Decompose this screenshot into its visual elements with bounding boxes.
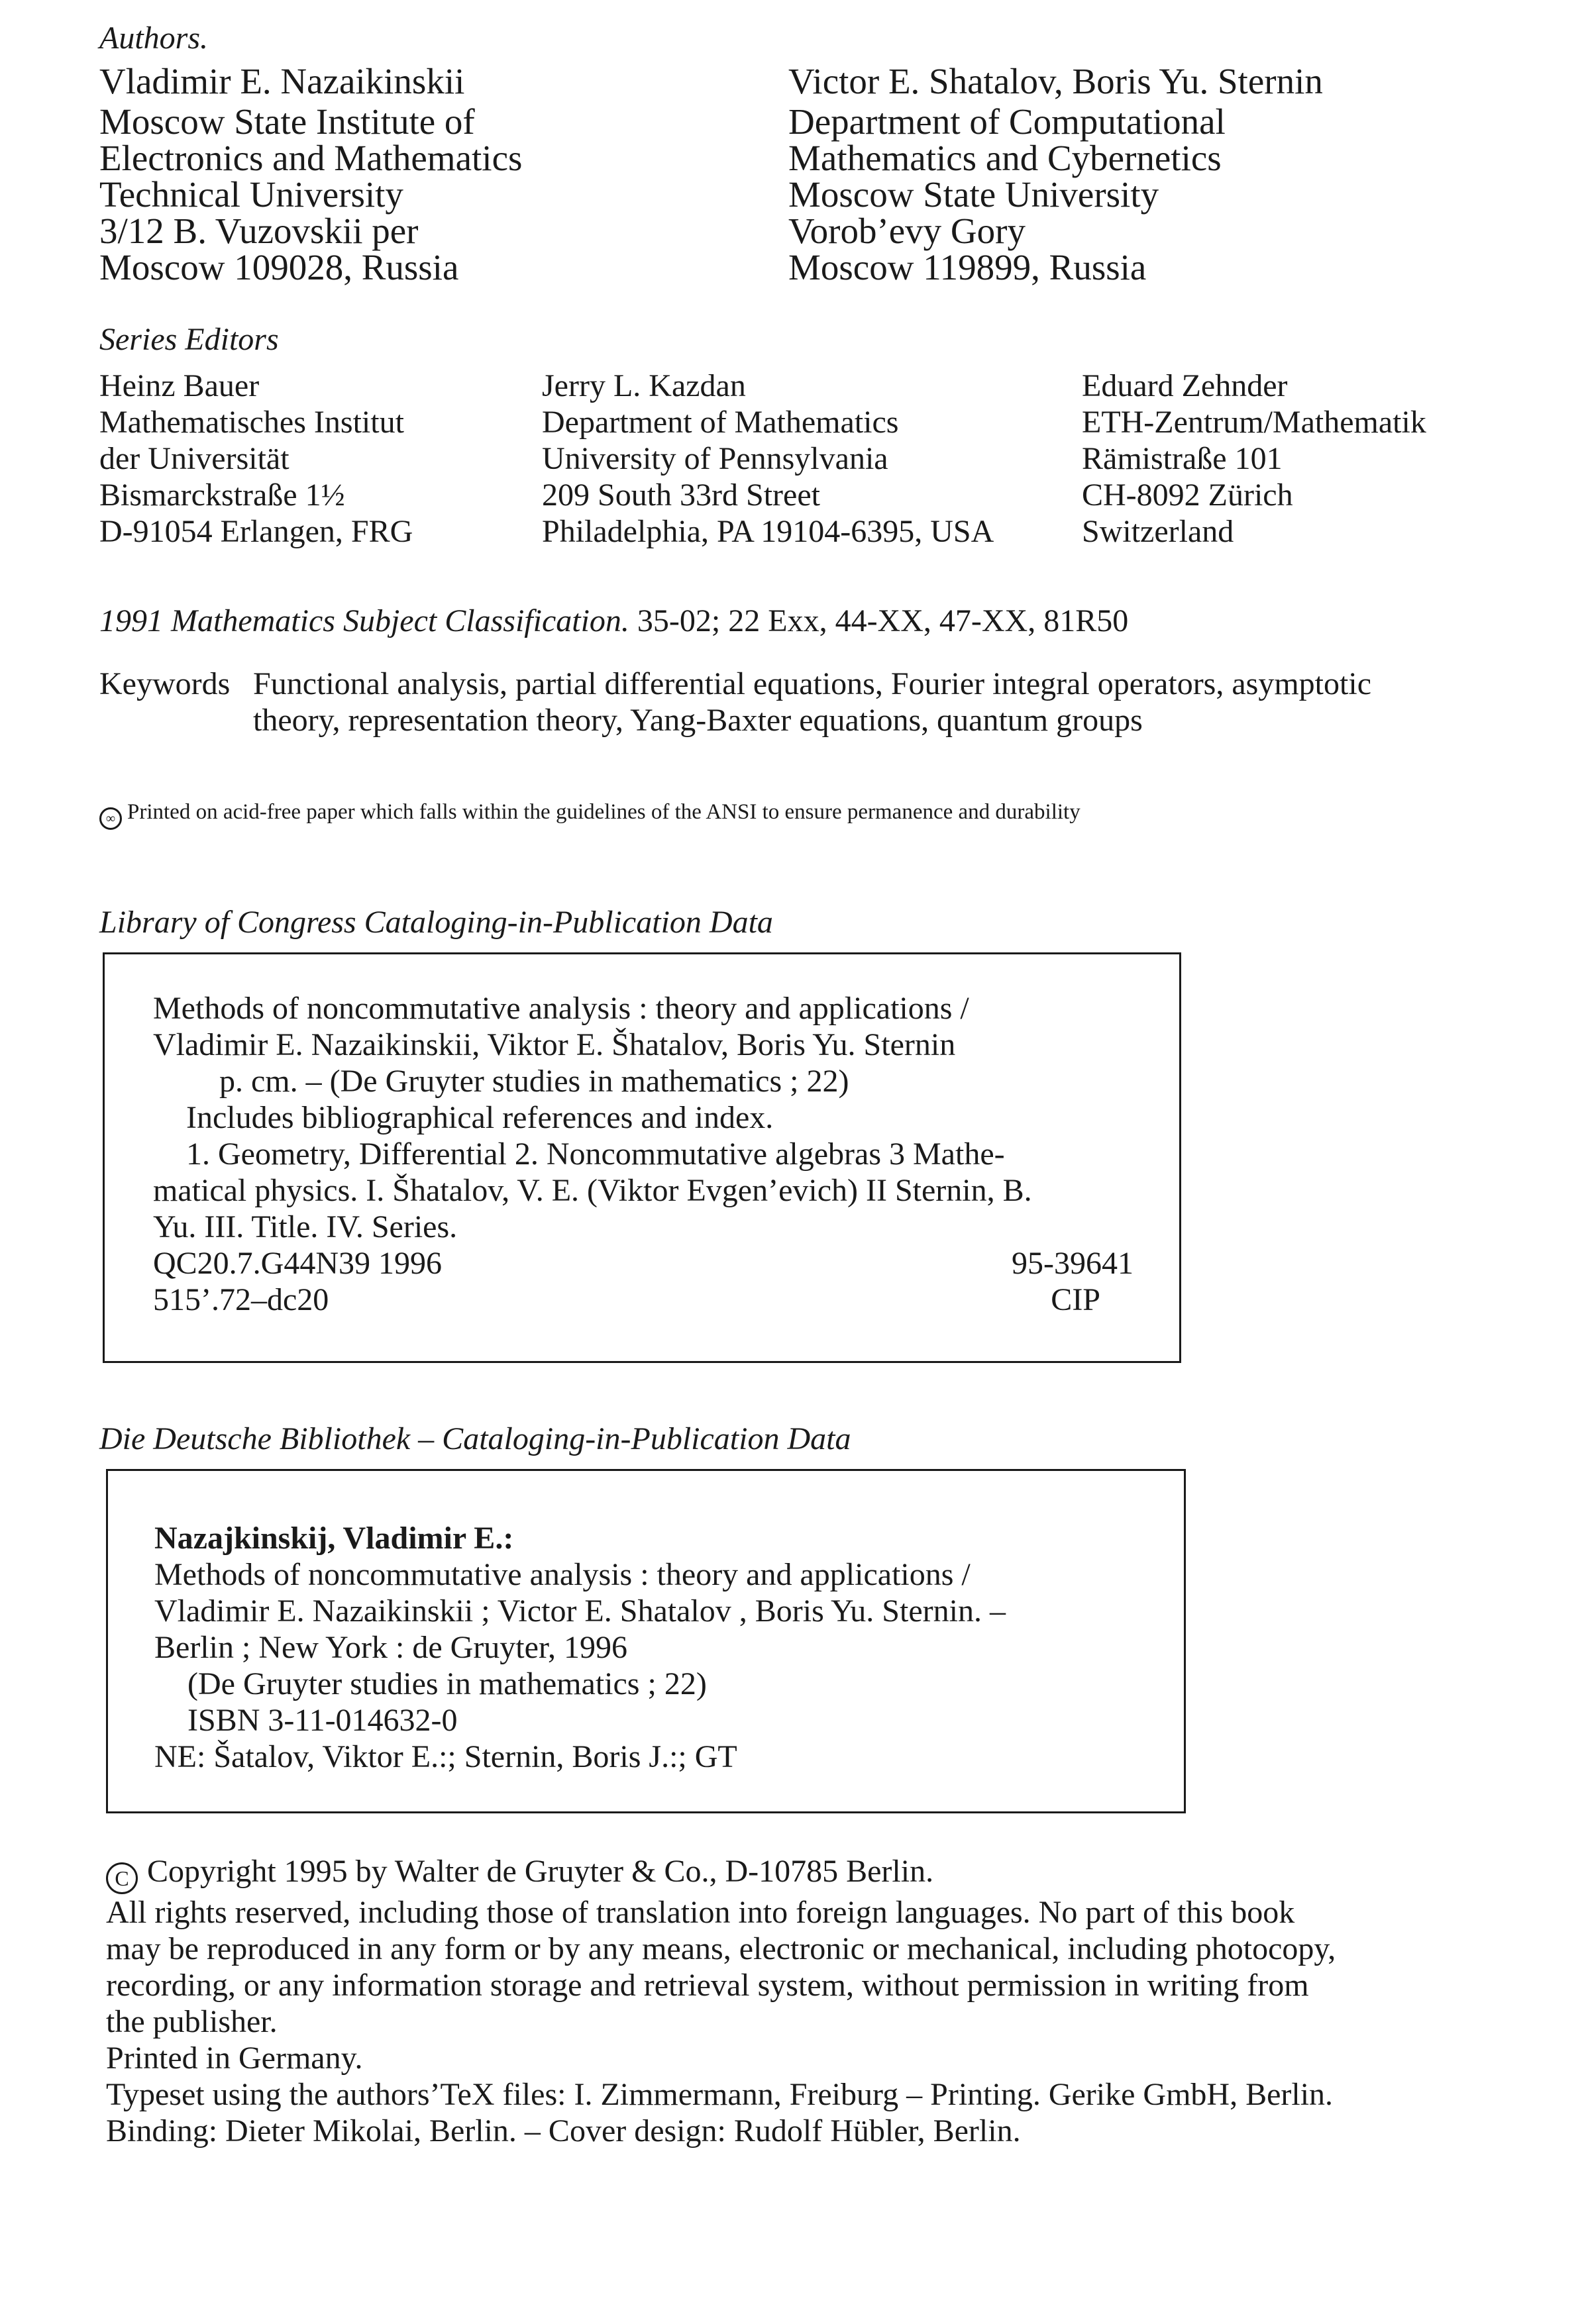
- ansi-note-text: Printed on acid-free paper which falls within the guidelines of the ANSI to ensure permanence and durability: [127, 800, 1081, 824]
- series-editors-heading: Series Editors: [99, 322, 279, 357]
- ddb-line: Berlin ; New York : de Gruyter, 1996: [154, 1630, 627, 1665]
- author-line: Moscow State Institute of: [99, 101, 475, 142]
- typeset-line: Typeset using the authors’TeX files: I. Zimmermann, Freiburg – Printing. Gerike GmbH, Berlin.: [106, 2077, 1334, 2112]
- keywords-label: Keywords: [99, 666, 231, 701]
- editor-line: Jerry L. Kazdan: [542, 368, 746, 403]
- ddb-cataloging-box: [106, 1469, 1186, 1813]
- loc-record: [153, 990, 1134, 1318]
- acid-free-paper-icon: ∞: [99, 807, 122, 830]
- author-line: Department of Computational: [788, 101, 1226, 142]
- editor-line: Rämistraße 101: [1082, 441, 1283, 476]
- loc-line: 1. Geometry, Differential 2. Noncommutative algebras 3 Mathe-: [186, 1137, 1005, 1172]
- editor-line: CH-8092 Zürich: [1082, 478, 1293, 513]
- author-line: Vladimir E. Nazaikinskii: [99, 61, 465, 101]
- ddb-record: [154, 1520, 1148, 1775]
- editor-line: D-91054 Erlangen, FRG: [99, 514, 413, 549]
- author-line: Electronics and Mathematics: [99, 138, 523, 178]
- author-line: Victor E. Shatalov, Boris Yu. Sternin: [788, 61, 1323, 101]
- keywords-line: theory, representation theory, Yang-Baxter equations, quantum groups: [253, 703, 1143, 738]
- editor-line: Switzerland: [1082, 514, 1234, 549]
- copyright-section: [106, 1853, 1484, 2149]
- copyright-line: [106, 1853, 1484, 1894]
- ddb-line: NE: Šatalov, Viktor E.:; Sternin, Boris J.:; GT: [154, 1739, 737, 1774]
- author-block-shatalov-sternin: [788, 63, 1323, 285]
- editor-line: Department of Mathematics: [542, 405, 899, 440]
- rights-line: All rights reserved, including those of translation into foreign languages. No part of this book: [106, 1895, 1295, 1930]
- rights-line: the publisher.: [106, 2004, 278, 2039]
- author-line: Mathematics and Cybernetics: [788, 138, 1222, 178]
- ddb-line: Vladimir E. Nazaikinskii ; Victor E. Shatalov , Boris Yu. Sternin. –: [154, 1593, 1006, 1629]
- loc-line: matical physics. I. Šhatalov, V. E. (Viktor Evgen’evich) II Sternin, B.: [153, 1173, 1032, 1208]
- printed-in-line: Printed in Germany.: [106, 2041, 363, 2076]
- editor-line: 209 South 33rd Street: [542, 478, 820, 513]
- ansi-note: [99, 799, 1081, 830]
- author-block-nazaikinskii: [99, 63, 522, 285]
- ddb-line: ISBN 3-11-014632-0: [187, 1703, 458, 1738]
- keywords-line: Functional analysis, partial differential equations, Fourier integral operators, asymptotic: [253, 666, 1371, 701]
- editor-line: der Universität: [99, 441, 290, 476]
- editor-line: Bismarckstraße 1½: [99, 478, 345, 513]
- loc-line: Vladimir E. Nazaikinskii, Viktor E. Šhatalov, Boris Yu. Sternin: [153, 1027, 956, 1062]
- subject-classification: [99, 603, 1128, 639]
- author-line: Moscow State University: [788, 174, 1159, 215]
- author-line: Vorob’evy Gory: [788, 211, 1026, 251]
- ddb-author-name: Nazajkinskij, Vladimir E.:: [154, 1521, 514, 1556]
- author-line: Moscow 119899, Russia: [788, 247, 1147, 287]
- loc-control-number: 95-39641: [1012, 1246, 1134, 1281]
- editor-line: Mathematisches Institut: [99, 405, 404, 440]
- loc-line: Yu. III. Title. IV. Series.: [153, 1209, 458, 1244]
- author-line: Technical University: [99, 174, 403, 215]
- authors-heading: Authors.: [99, 21, 209, 56]
- author-line: 3/12 B. Vuzovskii per: [99, 211, 419, 251]
- editor-block-zehnder: [1082, 368, 1426, 550]
- loc-heading: Library of Congress Cataloging-in-Publication Data: [99, 905, 773, 940]
- loc-dewey-class: 515’.72–dc20: [153, 1282, 329, 1317]
- editor-line: University of Pennsylvania: [542, 441, 888, 476]
- loc-call-number: QC20.7.G44N39 1996: [153, 1246, 443, 1281]
- binding-line: Binding: Dieter Mikolai, Berlin. – Cover design: Rudolf Hübler, Berlin.: [106, 2113, 1021, 2148]
- editor-line: ETH-Zentrum/Mathematik: [1082, 405, 1426, 440]
- loc-line: p. cm. – (De Gruyter studies in mathematics ; 22): [219, 1064, 849, 1099]
- copyright-icon: C: [106, 1862, 138, 1894]
- rights-line: recording, or any information storage and retrieval system, without permission in writing from: [106, 1968, 1309, 2003]
- editor-block-kazdan: [542, 368, 994, 550]
- editor-block-bauer: [99, 368, 413, 550]
- author-line: Moscow 109028, Russia: [99, 247, 459, 287]
- loc-class-row: [153, 1282, 1134, 1318]
- loc-line: Methods of noncommutative analysis : theory and applications /: [153, 991, 969, 1026]
- keywords-text: [253, 666, 1371, 738]
- classification-label: 1991 Mathematics Subject Classification.: [99, 603, 629, 638]
- editor-line: Philadelphia, PA 19104-6395, USA: [542, 514, 994, 549]
- editor-line: Eduard Zehnder: [1082, 368, 1288, 403]
- loc-cip-label: CIP: [1051, 1282, 1100, 1317]
- editor-line: Heinz Bauer: [99, 368, 260, 403]
- ddb-heading: Die Deutsche Bibliothek – Cataloging-in-Publication Data: [99, 1421, 851, 1456]
- loc-line: Includes bibliographical references and index.: [186, 1100, 774, 1135]
- ddb-line: Methods of noncommutative analysis : theory and applications /: [154, 1557, 971, 1592]
- loc-cataloging-box: [103, 952, 1181, 1363]
- ddb-line: (De Gruyter studies in mathematics ; 22): [187, 1666, 707, 1701]
- copyright-text: Copyright 1995 by Walter de Gruyter & Co., D-10785 Berlin.: [147, 1854, 934, 1889]
- loc-call-number-row: [153, 1245, 1134, 1282]
- classification-value: 35-02; 22 Exx, 44-XX, 47-XX, 81R50: [637, 603, 1129, 638]
- rights-line: may be reproduced in any form or by any means, electronic or mechanical, including photocopy,: [106, 1931, 1336, 1966]
